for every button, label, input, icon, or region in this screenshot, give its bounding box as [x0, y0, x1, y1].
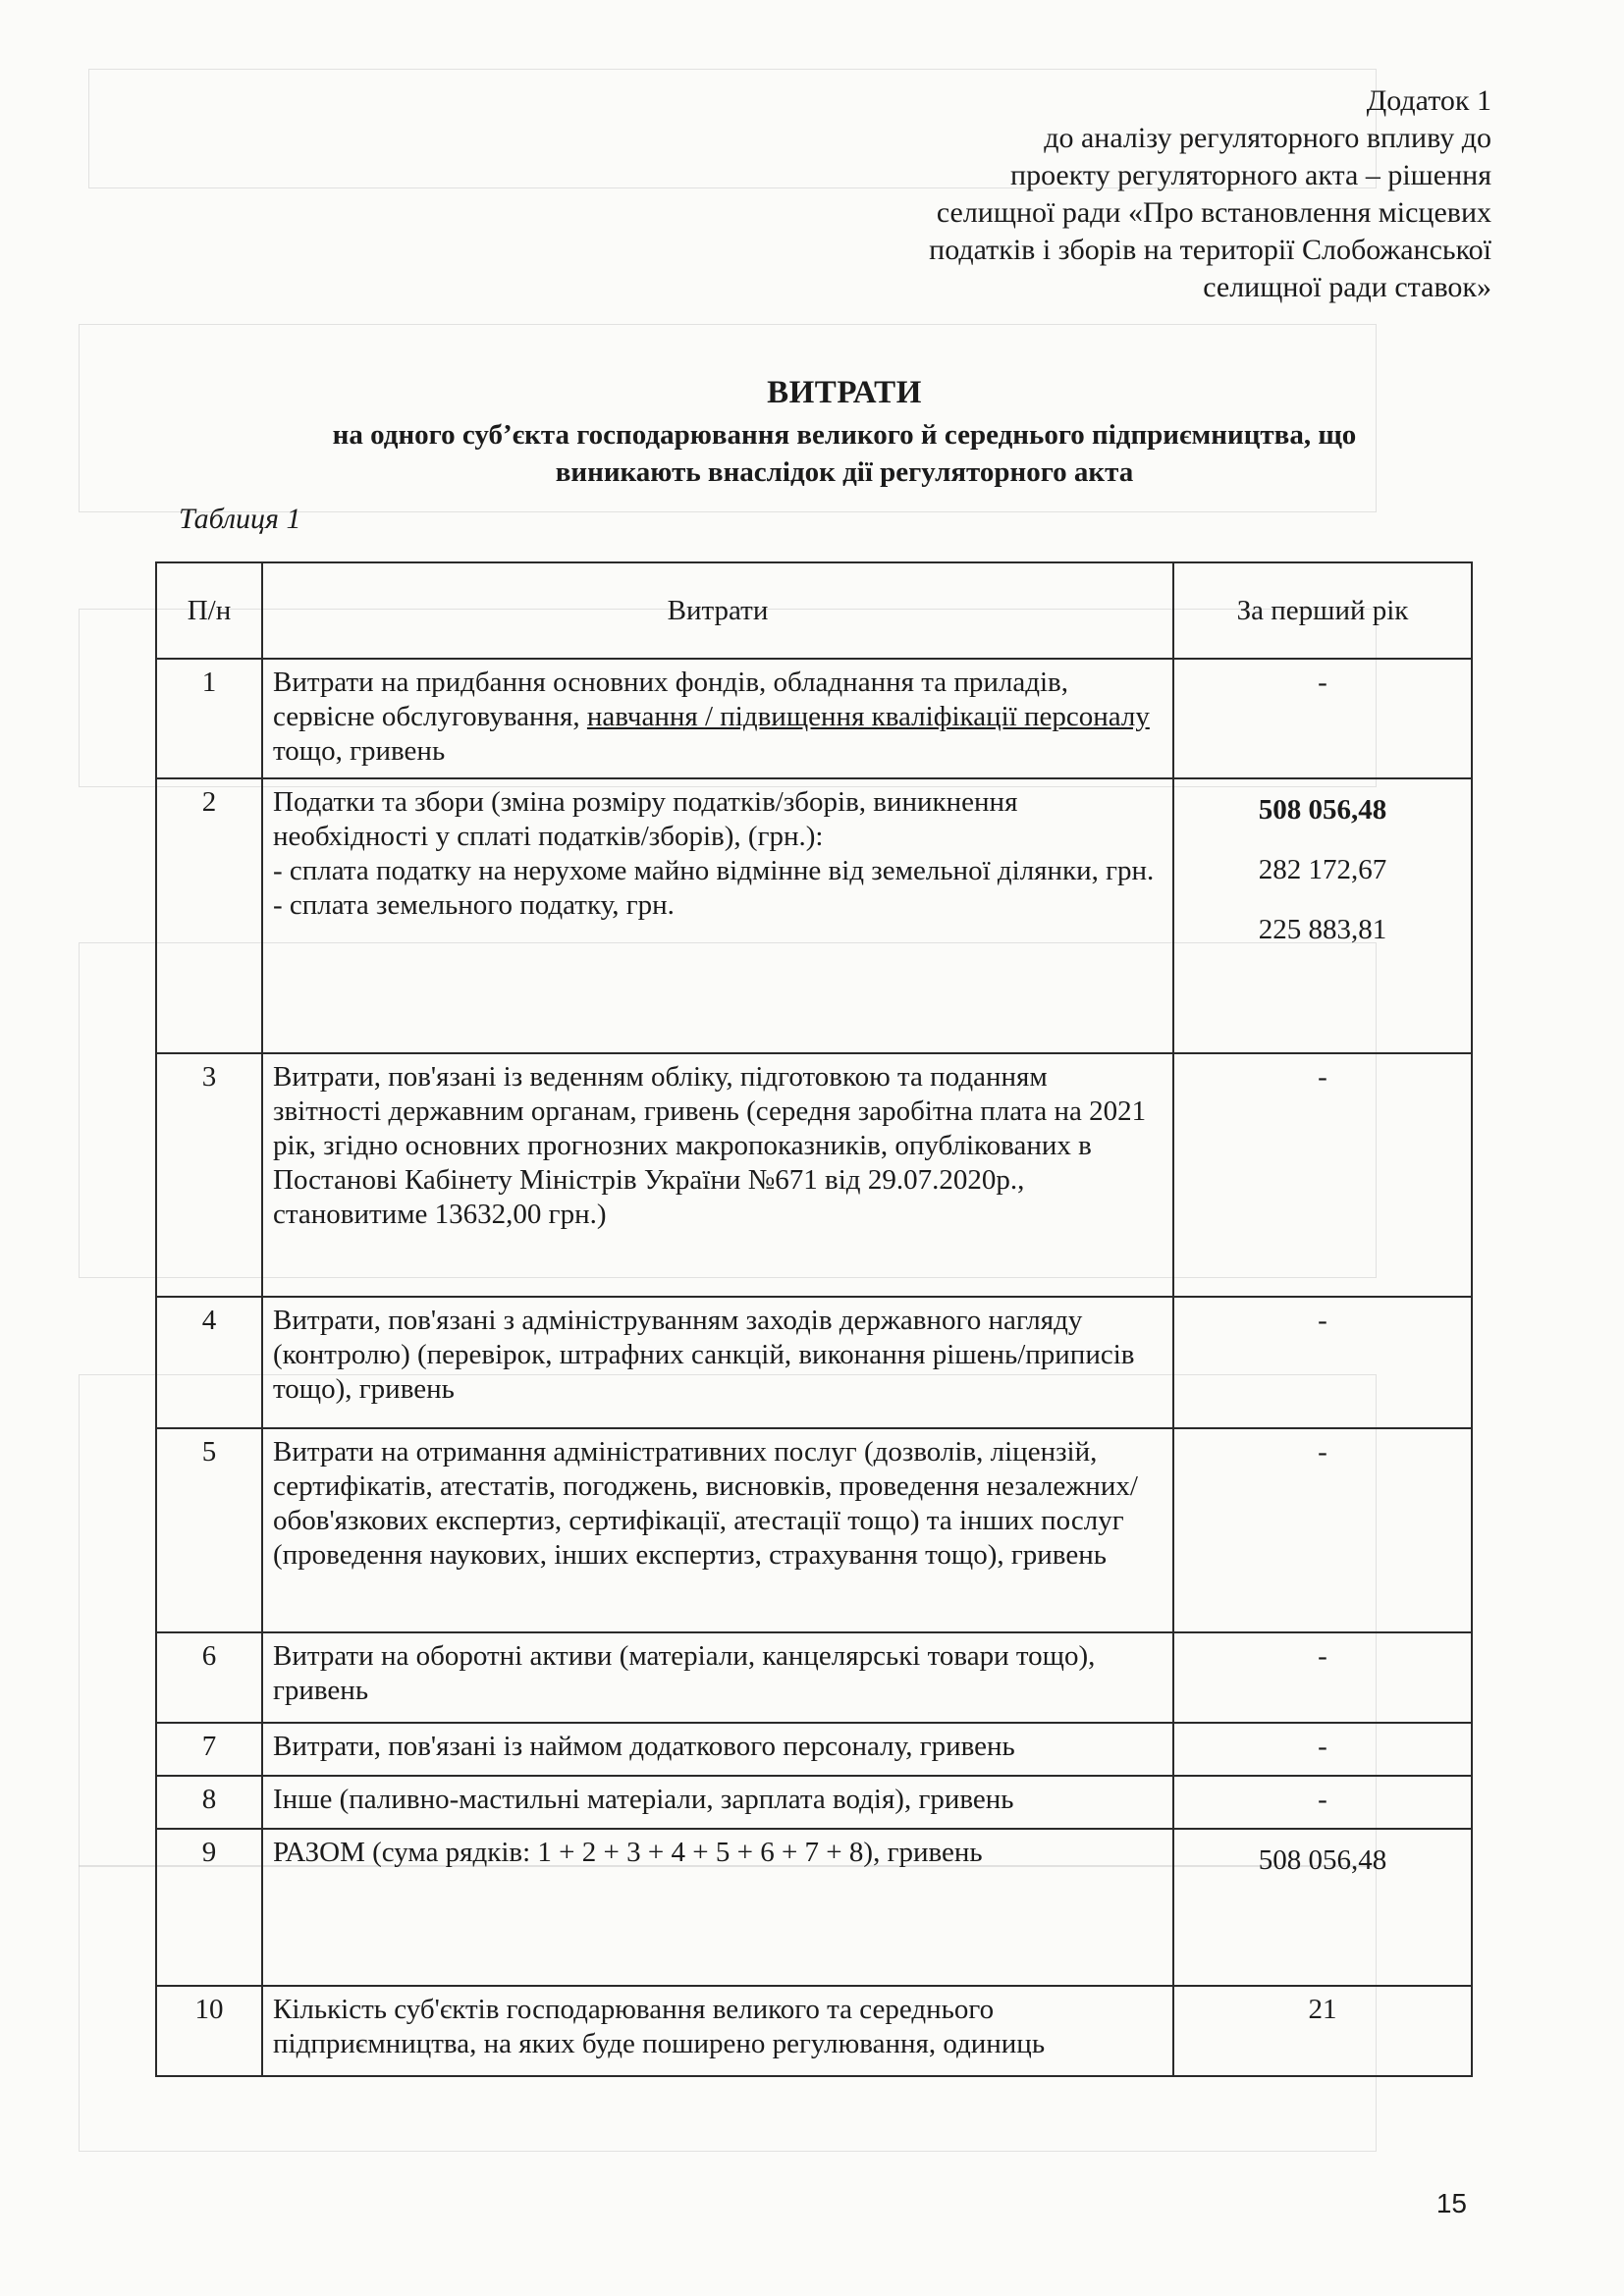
annex-line: селищної ради ставок» [1203, 271, 1491, 303]
annex-line: проекту регуляторного акта – рішення [1010, 159, 1491, 191]
row-description: Витрати на оборотні активи (матеріали, канцелярські товари тощо), гривень [262, 1632, 1173, 1723]
row-value-total: 508 056,48 [1258, 794, 1387, 826]
row-text: Витрати на придбання основних фондів, обладнання та приладів, сервісне обслуговування, [273, 667, 1068, 732]
row-value-sub: 225 883,81 [1258, 914, 1387, 945]
row-number: 7 [156, 1723, 262, 1776]
subtitle-line: на одного суб’єкта господарювання великого й середнього підприємництва, що [332, 419, 1357, 451]
row-description: Витрати, пов'язані із наймом додаткового персоналу, гривень [262, 1723, 1173, 1776]
table-header-row [156, 562, 1472, 659]
row-description [262, 659, 1173, 778]
row-number: 1 [156, 659, 262, 778]
heading-block [157, 373, 1532, 491]
row-number: 9 [156, 1829, 262, 1986]
row-description: Витрати, пов'язані з адмініструванням заходів державного нагляду (контролю) (перевірок, штрафних санкцій, виконання рішень/приписів тощо), гривень [262, 1297, 1173, 1428]
row-description: Витрати на отримання адміністративних послуг (дозволів, ліцензій, сертифікатів, атестатів, погоджень, висновків, проведення незалежних/обов'язкових експертиз, сертифікації, атестації тощо) та інших послуг (проведення наукових, інших експертиз, страхування тощо), гривень [262, 1428, 1173, 1632]
row-description [262, 778, 1173, 1053]
row-value: 21 [1173, 1986, 1472, 2076]
row-value-sub: 282 172,67 [1258, 854, 1387, 885]
row-description: Кількість суб'єктів господарювання великого та середнього підприємництва, на яких буде поширено регулювання, одиниць [262, 1986, 1173, 2076]
annex-line: податків і зборів на території Слобожанської [929, 234, 1491, 266]
row-text-underlined: навчання / підвищення кваліфікації персоналу [586, 701, 1150, 732]
row-number: 4 [156, 1297, 262, 1428]
table-row [156, 1297, 1472, 1428]
row-number: 8 [156, 1776, 262, 1829]
row-subitem: - сплата податку на нерухоме майно відмінне від земельної ділянки, грн. [273, 855, 1155, 886]
document-title: ВИТРАТИ [767, 375, 922, 410]
row-number: 6 [156, 1632, 262, 1723]
table-row [156, 659, 1472, 778]
subtitle-line: виникають внаслідок дії регуляторного акта [555, 456, 1134, 488]
row-value-total: 508 056,48 [1173, 1829, 1472, 1986]
annex-line: до аналізу регуляторного впливу до [1044, 122, 1491, 154]
annex-block [863, 82, 1491, 306]
row-value: - [1173, 1053, 1472, 1297]
row-value: - [1173, 1297, 1472, 1428]
table-row [156, 1632, 1472, 1723]
row-value: - [1173, 1632, 1472, 1723]
costs-table [155, 561, 1473, 2077]
page-number: 15 [1435, 2188, 1467, 2218]
table-row [156, 1428, 1472, 1632]
row-value: - [1173, 1776, 1472, 1829]
row-value-cell [1173, 778, 1472, 1053]
annex-line: селищної ради «Про встановлення місцевих [936, 196, 1491, 229]
table-row [156, 1053, 1472, 1297]
row-number: 3 [156, 1053, 262, 1297]
table-row [156, 1776, 1472, 1829]
table-row [156, 1723, 1472, 1776]
row-text: тощо, гривень [273, 735, 446, 767]
table-row-total [156, 1829, 1472, 1986]
table-caption: Таблиця 1 [179, 503, 301, 535]
table-row [156, 778, 1472, 1053]
row-value: - [1173, 1428, 1472, 1632]
row-number: 2 [156, 778, 262, 1053]
header-cell-number: П/н [156, 562, 262, 659]
row-description: Інше (паливно-мастильні матеріали, зарплата водія), гривень [262, 1776, 1173, 1829]
row-value: - [1173, 659, 1472, 778]
table-row [156, 1986, 1472, 2076]
document-subtitle [157, 416, 1532, 491]
row-number: 5 [156, 1428, 262, 1632]
row-description: РАЗОМ (сума рядків: 1 + 2 + 3 + 4 + 5 + 6 + 7 + 8), гривень [262, 1829, 1173, 1986]
row-number: 10 [156, 1986, 262, 2076]
annex-line: Додаток 1 [1366, 84, 1491, 117]
row-text: Податки та збори (зміна розміру податків/зборів, виникнення необхідності у сплаті податків/зборів), (грн.): [273, 786, 1018, 852]
row-subitem: - сплата земельного податку, грн. [273, 889, 675, 921]
header-cell-costs: Витрати [262, 562, 1173, 659]
header-cell-first-year: За перший рік [1173, 562, 1472, 659]
row-value: - [1173, 1723, 1472, 1776]
row-description: Витрати, пов'язані із веденням обліку, підготовкою та поданням звітності державним органам, гривень (середня заробітна плата на 2021 рік, згідно основних прогнозних макропоказників, опублікованих в Постанові Кабінету Міністрів України №671 від 29.07.2020р., становитиме 13632,00 грн.) [262, 1053, 1173, 1297]
